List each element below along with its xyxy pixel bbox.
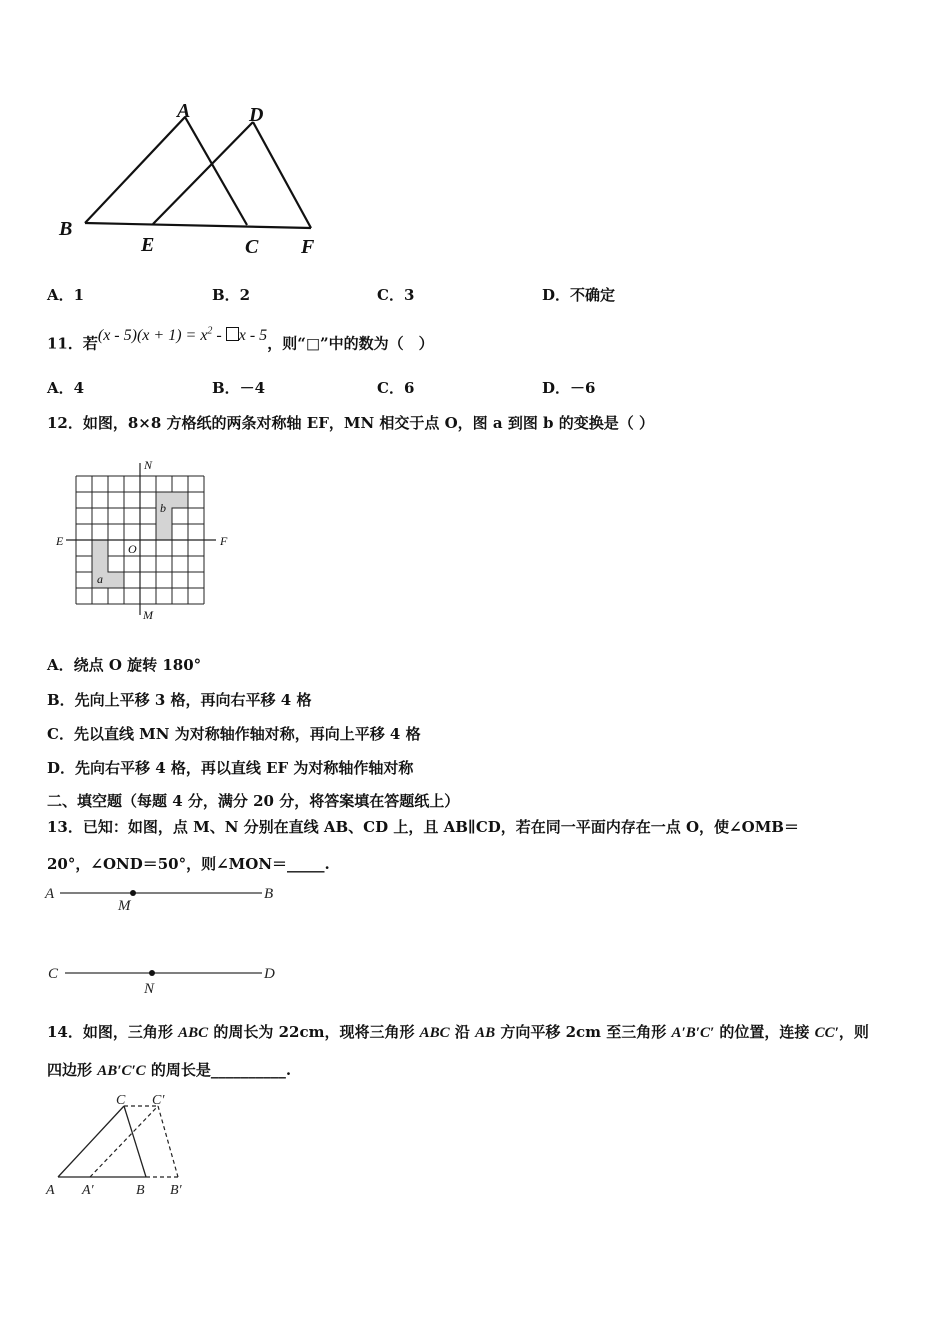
q11-expr-right: x - 5 [238, 327, 268, 345]
translation-figure-q14 [40, 1090, 210, 1205]
triangle-figure-q10 [55, 95, 335, 265]
q12-option-c[interactable]: C．先以直线 MN 为对称轴作轴对称，再向上平移 4 格 [47, 725, 421, 743]
segment-df [253, 122, 311, 228]
label-a-prime: A′ [82, 1183, 94, 1198]
label-d: D [249, 104, 264, 126]
q11-prefix: 11．若 [47, 334, 98, 353]
q14-stem-line1 [47, 1022, 869, 1043]
label-n: N [144, 458, 153, 472]
q10-option-b[interactable]: B．2 [212, 286, 251, 304]
q14-abc-1: ABC [178, 1025, 209, 1041]
shape-b [156, 492, 188, 540]
q12-option-b[interactable]: B．先向上平移 3 格，再向右平移 4 格 [47, 691, 312, 709]
blank-box [226, 327, 239, 341]
q11-option-a[interactable]: A．4 [47, 379, 85, 397]
label-n: N [144, 981, 155, 997]
q14-text-5: 的位置，连接 [714, 1023, 815, 1041]
label-o: O [128, 542, 137, 556]
q14-text-3: 沿 [449, 1023, 476, 1041]
label-c: C [48, 966, 59, 982]
segment-c-prime-b-prime [158, 1106, 178, 1177]
q14-text-8: 的周长是__________. [145, 1061, 292, 1079]
segment-ac [58, 1106, 124, 1177]
segment-a-prime-c-prime [90, 1106, 158, 1177]
q11-expr-left: (x - 5)(x + 1) = x [97, 327, 208, 345]
q12-option-d[interactable]: D．先向右平移 4 格，再以直线 EF 为对称轴作轴对称 [47, 759, 414, 777]
segment-bf [85, 223, 311, 228]
point-m [130, 890, 136, 896]
label-c: C [245, 236, 259, 258]
q14-ab: AB [475, 1025, 496, 1041]
label-e: E [141, 234, 155, 256]
q11-stem [47, 326, 434, 354]
label-a: A [46, 1183, 55, 1198]
point-n [149, 970, 155, 976]
label-m: M [118, 898, 131, 914]
q11-expr-mid: - [212, 327, 226, 345]
grid-figure-q12 [50, 455, 240, 625]
label-b-prime: B′ [170, 1183, 182, 1198]
label-shape-a: a [97, 572, 103, 586]
q14-text-4: 方向平移 2cm 至三角形 [495, 1023, 672, 1041]
label-b: B [264, 886, 274, 902]
label-c: C [116, 1093, 126, 1108]
label-b: B [59, 218, 73, 240]
q14-quad: AB′C′C [97, 1063, 146, 1079]
q13-stem-line2: 20°，∠OND＝50°，则∠MON＝_____. [47, 855, 330, 873]
q11-option-c[interactable]: C．6 [377, 379, 415, 397]
q14-stem-line2 [47, 1060, 291, 1081]
segment-ac [185, 117, 247, 225]
label-e: E [56, 534, 64, 548]
q12-option-a[interactable]: A．绕点 O 旋转 180° [47, 656, 202, 674]
q12-stem: 12．如图，8×8 方格纸的两条对称轴 EF，MN 相交于点 O，图 a 到图 b 的变换是（ ） [47, 414, 654, 432]
q14-text-7: 四边形 [47, 1061, 98, 1079]
q10-option-d[interactable]: D．不确定 [542, 286, 616, 304]
q14-abc-3: A′B′C′ [671, 1025, 715, 1041]
label-shape-b: b [160, 501, 166, 515]
q14-cc: CC′ [814, 1025, 839, 1041]
segment-cb [124, 1106, 146, 1177]
label-f: F [301, 236, 315, 258]
q11-expression [98, 327, 267, 344]
q11-suffix: ，则“□”中的数为（ ） [267, 334, 434, 353]
q13-stem-line1: 13．已知：如图，点 M、N 分别在直线 AB、CD 上，且 AB∥CD，若在同一平面内存在一点 O，使∠OMB＝ [47, 818, 799, 836]
label-f: F [220, 534, 228, 548]
q10-option-c[interactable]: C．3 [377, 286, 415, 304]
q14-text-2: 的周长为 22cm，现将三角形 [208, 1023, 420, 1041]
label-a: A [177, 100, 191, 122]
label-c-prime: C′ [152, 1093, 165, 1108]
q14-text-6: ，则 [838, 1023, 869, 1041]
q14-text-1: 14．如图，三角形 [47, 1023, 179, 1041]
q10-option-a[interactable]: A．1 [47, 286, 85, 304]
label-d: D [264, 966, 275, 982]
parallel-lines-figure-q13 [40, 880, 290, 1005]
q11-exponent: 2 [207, 326, 213, 337]
section-title: 二、填空题（每题 4 分，满分 20 分，将答案填在答题纸上） [47, 792, 460, 810]
q14-abc-2: ABC [419, 1025, 450, 1041]
q11-option-b[interactable]: B．－4 [212, 379, 266, 397]
q11-option-d[interactable]: D．－6 [542, 379, 596, 397]
label-a: A [45, 886, 55, 902]
label-m: M [143, 608, 153, 622]
label-b: B [136, 1183, 145, 1198]
